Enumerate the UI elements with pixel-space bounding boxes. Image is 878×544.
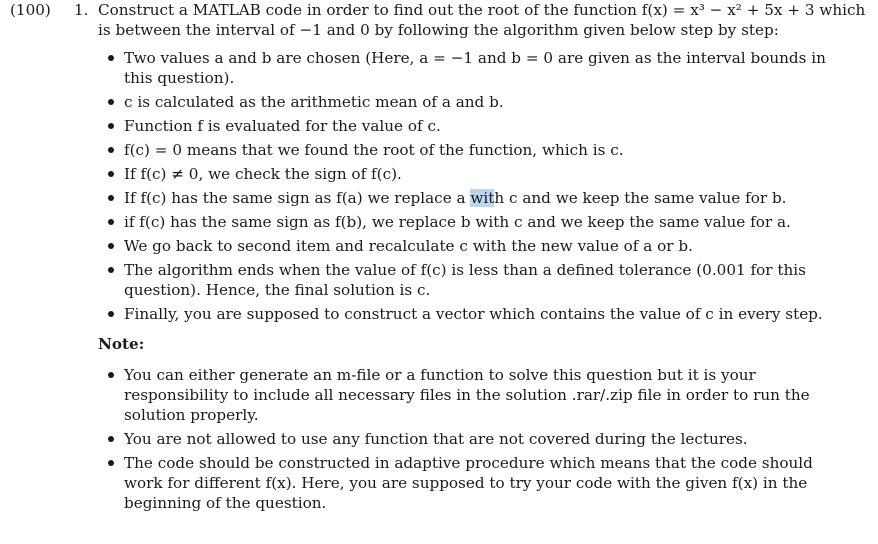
step-text: The algorithm ends when the value of f(c) is less than a defined tolerance (0.001 for this question). Hence, the final solution is c. <box>124 261 806 299</box>
note-text: The code should be constructed in adaptive procedure which means that the code should work for different f(x). Here, you are supposed to try your code with the given f(x) in the beginning of the question. <box>124 454 813 512</box>
bullet-icon <box>108 123 114 129</box>
bullet-icon <box>108 99 114 105</box>
bullet-icon <box>108 171 114 177</box>
question-stem-line-1: Construct a MATLAB code in order to find out the root of the function f(x) = x³ − x² + 5x + 3 which <box>98 1 866 19</box>
bullet-icon <box>108 55 114 61</box>
step-text: c is calculated as the arithmetic mean of a and b. <box>124 93 504 111</box>
step-text-after: h c and we keep the same value for b. <box>494 189 787 207</box>
list-item <box>108 365 856 425</box>
question-points: (100) <box>10 1 51 19</box>
bullet-icon <box>108 243 114 249</box>
text-selection-highlight[interactable]: wit <box>470 189 495 207</box>
algorithm-steps-list <box>108 48 856 328</box>
list-item <box>108 116 856 136</box>
bullet-icon <box>108 372 114 378</box>
list-item <box>108 236 856 256</box>
step-text: if f(c) has the same sign as f(b), we replace b with c and we keep the same value for a. <box>124 213 791 231</box>
bullet-icon <box>108 195 114 201</box>
list-item <box>108 304 856 324</box>
list-item <box>108 48 856 88</box>
list-item <box>108 260 856 300</box>
question-number: 1. <box>74 1 89 19</box>
step-text: We go back to second item and recalculate c with the new value of a or b. <box>124 237 693 255</box>
step-text: Two values a and b are chosen (Here, a = −1 and b = 0 are given as the interval bounds in this question). <box>124 49 826 87</box>
list-item <box>108 212 856 232</box>
list-item <box>108 140 856 160</box>
step-text: Finally, you are supposed to construct a vector which contains the value of c in every step. <box>124 305 823 323</box>
note-text: You are not allowed to use any function that are not covered during the lectures. <box>124 430 748 448</box>
bullet-icon <box>108 219 114 225</box>
step-text: f(c) = 0 means that we found the root of the function, which is c. <box>124 141 624 159</box>
question-stem-line-2: is between the interval of −1 and 0 by following the algorithm given below step by step: <box>98 21 779 39</box>
step-text: If f(c) ≠ 0, we check the sign of f(c). <box>124 165 402 183</box>
list-item <box>108 453 856 513</box>
bullet-icon <box>108 147 114 153</box>
list-item <box>108 164 856 184</box>
list-item <box>108 92 856 112</box>
question-stem <box>98 0 868 40</box>
bullet-icon <box>108 267 114 273</box>
note-text: You can either generate an m-file or a function to solve this question but it is your responsibility to include all necessary files in the solution .rar/.zip file in order to run the solution properly. <box>124 366 810 424</box>
list-item <box>108 429 856 449</box>
step-text-before: If f(c) has the same sign as f(a) we replace a <box>124 189 471 207</box>
note-heading: Note: <box>98 335 145 353</box>
bullet-icon <box>108 460 114 466</box>
bullet-icon <box>108 311 114 317</box>
step-text: Function f is evaluated for the value of c. <box>124 117 441 135</box>
notes-list <box>108 365 856 517</box>
list-item <box>108 188 856 208</box>
bullet-icon <box>108 436 114 442</box>
